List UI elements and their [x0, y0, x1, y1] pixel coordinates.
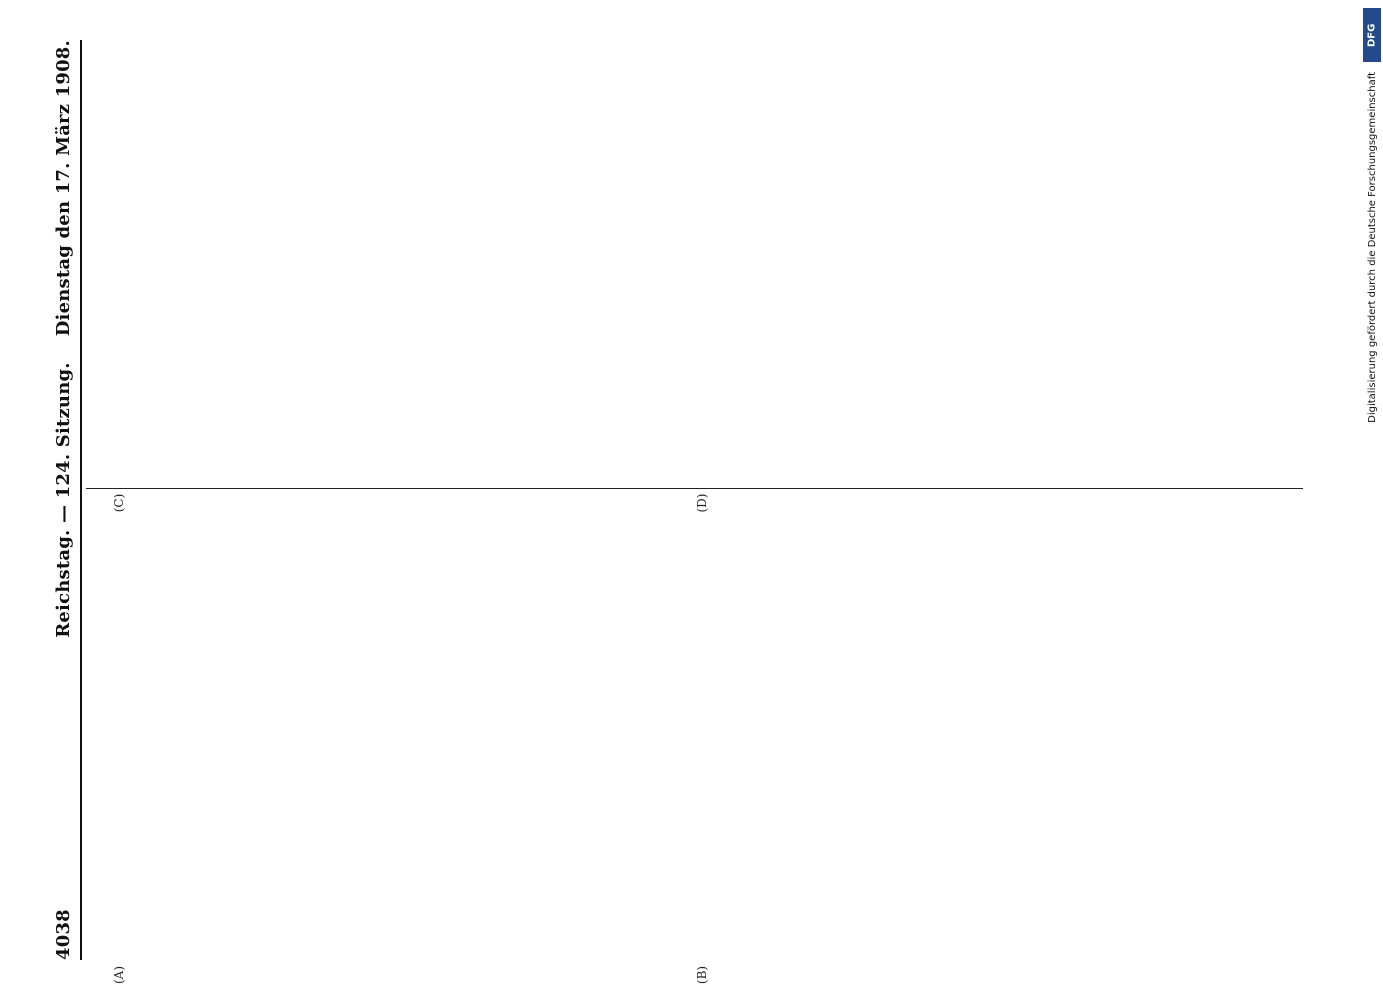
header-center-title: Reichstag. — 124. Sitzung. [53, 362, 74, 638]
margin-mark-a: (A) [112, 965, 126, 985]
margin-mark-c: (C) [112, 493, 126, 513]
page-number: 4038 [53, 909, 74, 960]
two-column-body [86, 40, 1303, 985]
page-header [40, 40, 82, 960]
header-date: Dienstag den 17. März 1908. [53, 40, 74, 337]
document-page [40, 40, 1303, 985]
dfg-badge: DFG [1363, 8, 1381, 62]
right-column [86, 40, 1303, 513]
dfg-watermark-text: Digitalisierung gefördert durch die Deutsche Forschungsgemeinschaft [1366, 72, 1378, 423]
margin-mark-b: (B) [694, 965, 709, 985]
dfg-watermark [1361, 0, 1383, 1000]
margin-mark-d: (D) [694, 493, 709, 513]
left-column [86, 511, 1303, 985]
header-left [53, 909, 74, 960]
